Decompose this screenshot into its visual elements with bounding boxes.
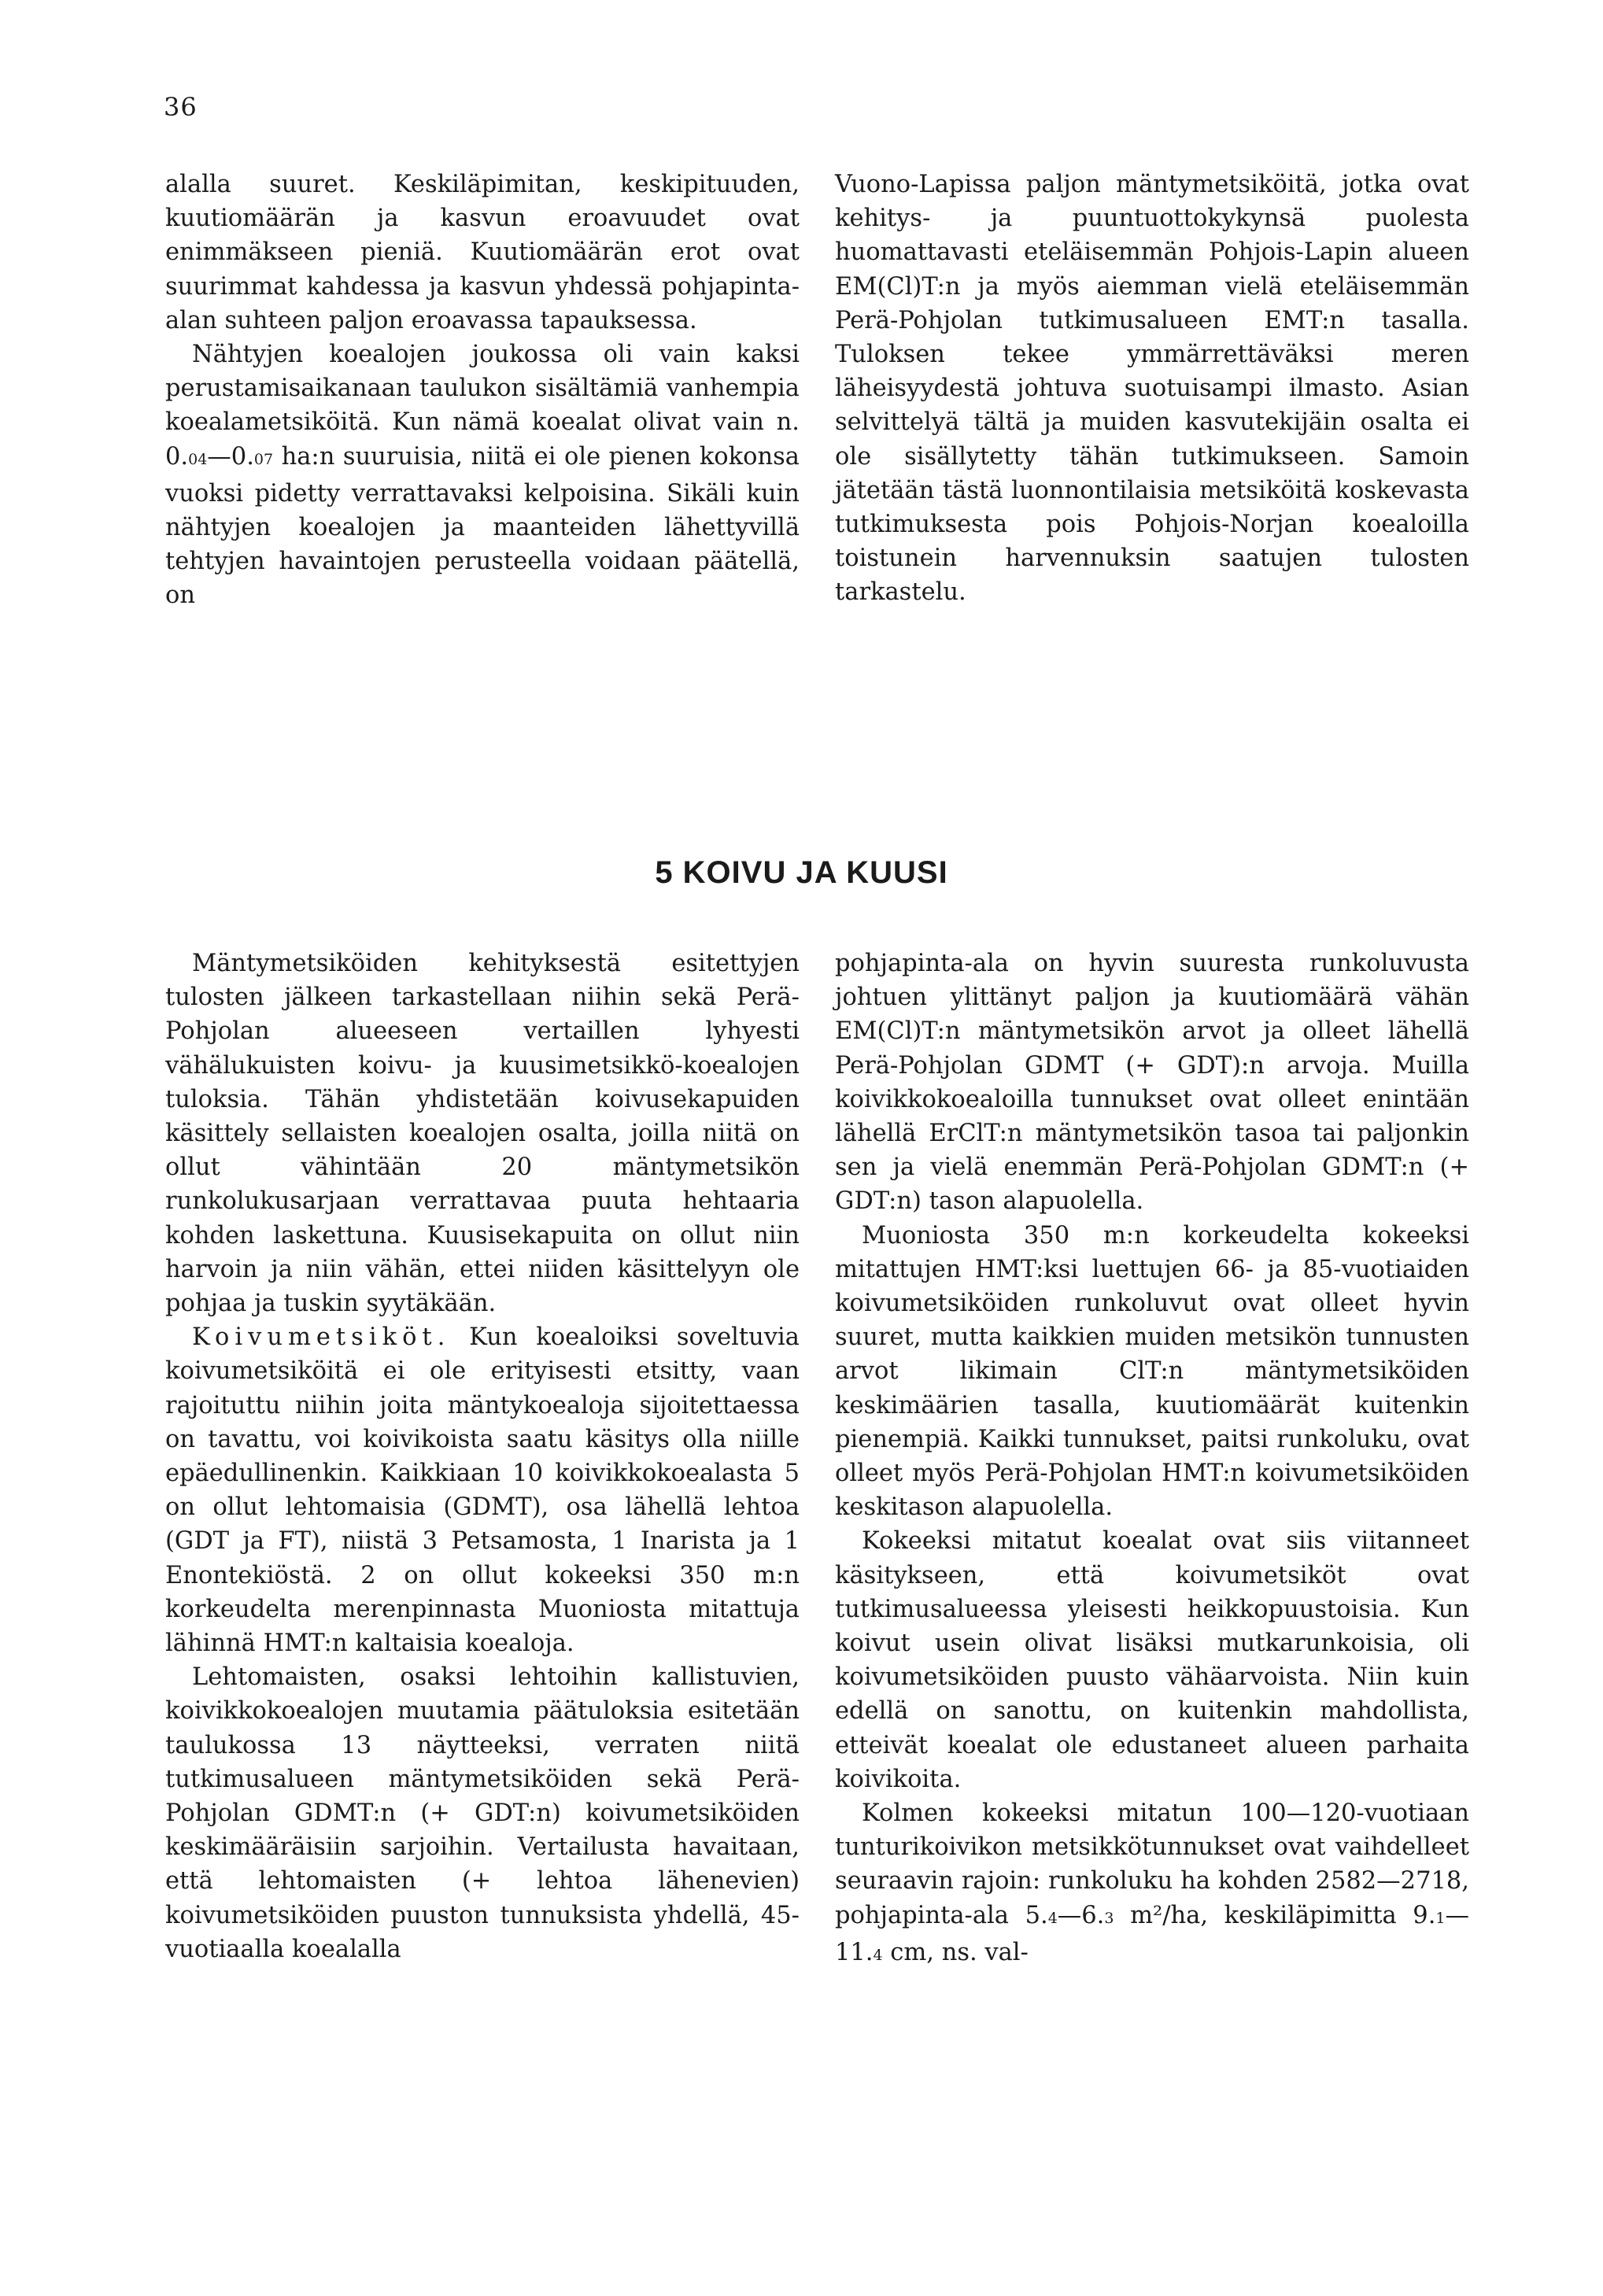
text-run: Kolmen kokeeksi mitatun 100—120-vuotiaan tunturikoivikon metsikkötunnukset ovat vaihdelleet seuraavin rajoin: runkoluku ha kohden 2582—2718, pohjapinta-ala 5.: [835, 1800, 1469, 1929]
text-run: 4: [1047, 1909, 1058, 1927]
paragraph: Mäntymetsiköiden kehityksestä esitettyjen tulosten jälkeen tarkastellaan niihin sekä Perä-Pohjolan alueeseen vertaillen lyhyesti vähälukuisten koivu- ja kuusimetsikkö-koealojen tuloksia. Tähän yhdistetään koivusekapuiden käsittely sellaisten koealojen osalta, joilla niitä on ollut vähintään 20 mäntymetsikön runkolukusarjaan verrattavaa puuta hehtaaria kohden laskettuna. Kuusisekapuita on ollut niin harvoin ja niin vähän, ettei niiden käsittelyyn ole pohjaa ja tuskin syytäkään.: [165, 950, 800, 1318]
text-run: —6.: [1057, 1901, 1105, 1929]
paragraph: pohjapinta-ala on hyvin suuresta runkoluvusta johtuen ylittänyt paljon ja kuutiomäärä vähän EM(Cl)T:n mäntymetsikön arvot ja olleet lähellä Perä-Pohjolan GDMT (+ GDT):n arvoja. Muilla koivikkokoealoilla tunnukset ovat olleet enintään lähellä ErClT:n mäntymetsikön tasoa tai paljonkin sen ja vielä enemmän Perä-Pohjolan GDMT:n (+ GDT:n) tason alapuolella.: [835, 950, 1469, 1216]
paragraph: Kokeeksi mitatut koealat ovat siis viitanneet käsitykseen, että koivumetsiköt ovat tutkimusalueessa yleisesti heikkopuustoisia. Kun koivut usein olivat lisäksi mutkarunkoisia, oli koivumetsiköiden puusto vähäarvoista. Niin kuin edellä on sanottu, on kuitenkin mahdollista, etteivät koealat ole edustaneet alueen parhaita koivikoita.: [835, 1527, 1469, 1793]
text-run: cm, ns. val-: [882, 1938, 1029, 1966]
bottom-right-column: [835, 947, 1469, 1973]
text-run: —0.: [207, 442, 254, 471]
paragraph: Vuono-Lapissa paljon mäntymetsiköitä, jotka ovat kehitys- ja puuntuottokykynsä puolesta huomattavasti eteläisemmän Pohjois-Lapin alueen EM(Cl)T:n ja myös aiemman vielä eteläisemmän Perä-Pohjolan tutkimusalueen EMT:n tasalla. Tuloksen tekee ymmärrettäväksi meren läheisyydestä johtuva suotuisampi ilmasto. Asian selvittelyä tältä ja muiden kasvutekijäin osalta ei ole sisällytetty tähän tutkimukseen. Samoin jätetään tästä luonnontilaisia metsiköitä koskevasta tutkimuksesta pois Pohjois-Norjan koealoilla toistunein harvennuksin saatujen tulosten tarkastelu.: [835, 171, 1469, 607]
paragraph: Lehtomaisten, osaksi lehtoihin kallistuvien, koivikkokoealojen muutamia päätuloksia esitetään taulukossa 13 näytteeksi, verraten niitä tutkimusalueen mäntymetsiköiden sekä Perä-Pohjolan GDMT:n (+ GDT:n) koivumetsiköiden keskimääräisiin sarjoihin. Vertailusta havaitaan, että lehtomaisten (+ lehtoa lähenevien) koivumetsiköiden puuston tunnuksista yhdellä, 45-vuotiaalla koealalla: [165, 1663, 800, 1963]
text-run: m²/ha, keskiläpimitta 9.: [1114, 1901, 1436, 1929]
text-run: 4: [873, 1946, 883, 1964]
paragraph: [835, 1796, 1469, 1973]
text-run: 3: [1104, 1909, 1114, 1927]
paragraph: Muoniosta 350 m:n korkeudelta kokeeksi mitattujen HMT:ksi luettujen 66- ja 85-vuotiaiden koivumetsiköiden runkoluvut ovat olleet hyvin suuret, mutta kaikkien muiden metsikön tunnusten arvot likimain ClT:n mäntymetsiköiden keskimäärien tasalla, kuutiomäärät kuitenkin pienempiä. Kaikki tunnukset, paitsi runkoluku, ovat olleet myös Perä-Pohjolan HMT:n koivumetsiköiden keskitason alapuolella.: [835, 1221, 1469, 1522]
page-number: 36: [164, 92, 198, 122]
section-heading: 5 KOIVU JA KUUSI: [655, 855, 948, 890]
paragraph: [165, 1320, 800, 1660]
paragraph: [165, 338, 800, 613]
bottom-left-column: [165, 947, 800, 1966]
top-left-column: [165, 168, 800, 613]
text-run: 1: [1435, 1909, 1446, 1927]
text-run: 07: [253, 450, 274, 468]
text-run: 04: [188, 450, 208, 468]
paragraph: alalla suuret. Keskiläpimitan, keskipituuden, kuutiomäärän ja kasvun eroavuudet ovat enimmäkseen pieniä. Kuutiomäärän erot ovat suurimmat kahdessa ja kasvun yhdessä pohjapinta-alan suhteen paljon eroavassa tapauksessa.: [165, 171, 800, 334]
text-run: ha:n suuruisia, niitä ei ole pienen kokonsa vuoksi pidetty verrattavaksi kelpoisina. Sikäli kuin nähtyjen koealojen ja maanteiden lähettyvillä tehtyjen havaintojen perusteella voidaan päätellä, on: [165, 442, 800, 610]
top-right-column: [835, 168, 1469, 610]
spaced-term: Koivumetsiköt.: [192, 1323, 451, 1352]
text-run: Kun koealoiksi soveltuvia koivumetsiköitä ei ole erityisesti etsitty, vaan rajoituttu niihin joita mäntykoealoja sijoitettaessa on tavattu, voi koivikoista saatu käsitys olla niille epäedullinenkin. Kaikkiaan 10 koivikkokoealasta 5 on ollut lehtomaisia (GDMT), osa lähellä lehtoa (GDT ja FT), niistä 3 Petsamosta, 1 Inarista ja 1 Enontekiöstä. 2 on ollut kokeeksi 350 m:n korkeudelta merenpinnasta Muoniosta mitattuja lähinnä HMT:n kaltaisia koealoja.: [165, 1323, 800, 1658]
text-run: Nähtyjen koealojen joukossa oli vain kaksi perustamisaikanaan taulukon sisältämiä vanhempia koealametsiköitä. Kun nämä koealat olivat vain n. 0.: [165, 341, 800, 471]
text-run: —11.: [835, 1901, 1469, 1966]
